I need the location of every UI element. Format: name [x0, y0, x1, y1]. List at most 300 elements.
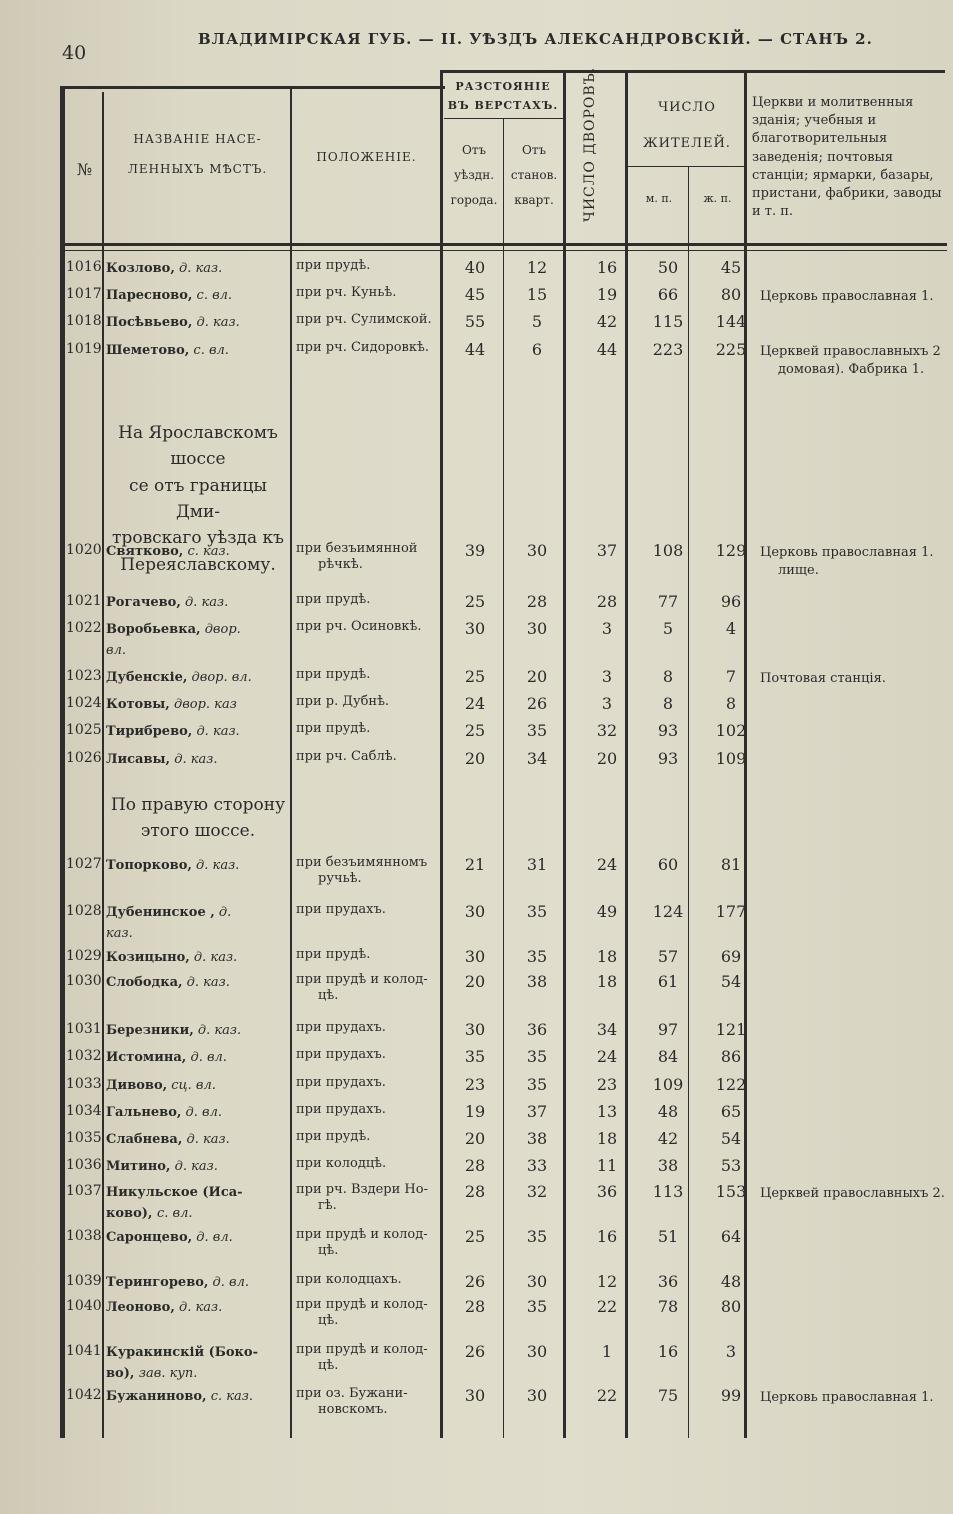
place-name-text: Никульское (Иса-	[106, 1185, 243, 1200]
place-name	[106, 1387, 253, 1408]
header-name-line: ЛЕННЫХЪ МѢСТЪ.	[127, 162, 268, 176]
place-name-text: Слободка,	[106, 975, 183, 990]
header-name-line: НАЗВАНІЕ НАСЕ-	[133, 132, 262, 146]
position-cell	[296, 1075, 386, 1091]
male-count: 84	[657, 1047, 679, 1066]
distance-from-quarters: 30	[526, 619, 548, 638]
place-name	[106, 1021, 241, 1042]
place-name-text: Митино,	[106, 1159, 171, 1174]
male-count: 223	[652, 340, 684, 359]
distance-from-town: 45	[464, 285, 486, 304]
place-type: двор. вл.	[187, 670, 252, 685]
row-number: 1021	[66, 593, 102, 609]
female-count: 54	[720, 1129, 742, 1148]
place-name-text: Леоново,	[106, 1300, 175, 1315]
position-line: при рч. Куньѣ.	[296, 285, 397, 300]
place-type: д. каз.	[174, 1300, 223, 1315]
header-distance-line: ВЪ ВЕРСТАХЪ.	[447, 98, 559, 112]
female-count: 121	[715, 1020, 747, 1039]
column-divider	[102, 92, 104, 1438]
row-number: 1032	[66, 1048, 102, 1064]
place-name-text: Гальнево,	[106, 1105, 182, 1120]
place-name-text: Истомина,	[106, 1050, 187, 1065]
place-name-text: Козлово,	[106, 261, 175, 276]
row-number: 1028	[66, 903, 102, 919]
place-name	[106, 973, 230, 994]
distance-from-quarters: 30	[526, 541, 548, 560]
notes-cell	[760, 343, 941, 378]
male-count: 78	[657, 1297, 679, 1316]
place-name	[106, 1157, 218, 1178]
distance-from-quarters: 5	[531, 312, 543, 331]
female-count: 99	[720, 1386, 742, 1405]
male-count: 36	[657, 1272, 679, 1291]
place-name	[106, 1103, 222, 1124]
male-count: 42	[657, 1129, 679, 1148]
position-line: цѣ.	[318, 1243, 339, 1259]
position-cell	[296, 1297, 428, 1330]
table-border-left	[60, 88, 65, 1438]
position-line: при прудѣ.	[296, 1129, 371, 1144]
place-name	[106, 341, 229, 362]
place-name	[106, 259, 222, 280]
households-count: 44	[596, 340, 618, 359]
place-name-text: во),	[106, 1365, 139, 1381]
header-male: м. п.	[645, 192, 673, 205]
position-cell	[296, 1102, 386, 1118]
row-number: 1034	[66, 1103, 102, 1119]
notes-line: Церквей православныхъ 2	[760, 344, 941, 359]
male-count: 124	[652, 902, 684, 921]
place-name	[106, 313, 240, 334]
place-name-text: Дубенинское ,	[106, 905, 215, 920]
row-number: 1023	[66, 668, 102, 684]
place-type: двор.	[200, 622, 241, 637]
households-count: 23	[596, 1075, 618, 1094]
table-top-rule	[440, 70, 945, 73]
place-type: д. вл.	[192, 1230, 233, 1245]
position-cell	[296, 1020, 386, 1036]
place-name	[106, 1048, 227, 1069]
female-count: 81	[720, 855, 742, 874]
place-name	[106, 948, 237, 969]
distance-from-town: 20	[464, 749, 486, 768]
position-line: при прудахъ.	[296, 1075, 386, 1090]
distance-from-town: 55	[464, 312, 486, 331]
households-count: 18	[596, 947, 618, 966]
place-name-text: Дубенскіе,	[106, 670, 188, 685]
place-type: д. вл.	[181, 1105, 223, 1120]
male-count: 51	[657, 1227, 679, 1246]
position-line: при оз. Бужани-	[296, 1386, 408, 1401]
households-count: 42	[596, 312, 618, 331]
place-name	[106, 1273, 249, 1294]
place-name	[106, 1076, 216, 1097]
position-line: при прудѣ и колод-	[296, 1227, 428, 1242]
place-type: д. вл.	[186, 1050, 227, 1065]
female-count: 65	[720, 1102, 742, 1121]
female-count: 80	[720, 285, 742, 304]
position-cell	[296, 694, 389, 710]
place-name-text: Слабнева,	[106, 1132, 183, 1147]
distance-from-town: 39	[464, 541, 486, 560]
place-type: д. каз.	[180, 595, 229, 610]
position-line: при рч. Вздери Но-	[296, 1182, 428, 1197]
row-number: 1019	[66, 341, 102, 357]
female-count: 80	[720, 1297, 742, 1316]
place-name-text: Посѣвьево,	[106, 315, 193, 330]
section-title-line: этого шоссе.	[140, 821, 256, 842]
place-type: д. каз.	[174, 261, 223, 276]
distance-from-quarters: 36	[526, 1020, 548, 1039]
section-title-line: На Ярославскомъ шоссе	[118, 423, 278, 470]
position-line: при прудѣ и колод-	[296, 1297, 428, 1312]
distance-from-quarters: 35	[526, 1075, 548, 1094]
position-cell	[296, 619, 421, 635]
place-type: с. вл.	[189, 343, 229, 358]
place-type: с. каз.	[206, 1389, 253, 1404]
position-line: при безъимянной	[296, 541, 418, 556]
female-count: 177	[715, 902, 747, 921]
position-line: при прудахъ.	[296, 1047, 386, 1062]
female-count: 4	[725, 619, 737, 638]
place-name-text: Березники,	[106, 1023, 194, 1038]
column-divider	[503, 118, 504, 1438]
place-type: вл.	[106, 642, 126, 658]
position-line: при прудѣ.	[296, 667, 371, 682]
place-name-text: Саронцево,	[106, 1230, 193, 1245]
male-count: 57	[657, 947, 679, 966]
female-count: 96	[720, 592, 742, 611]
households-count: 16	[596, 1227, 618, 1246]
place-name	[106, 286, 232, 307]
households-count: 18	[596, 972, 618, 991]
distance-from-quarters: 33	[526, 1156, 548, 1175]
place-name	[106, 593, 228, 614]
male-count: 38	[657, 1156, 679, 1175]
households-count: 3	[601, 694, 613, 713]
distance-from-town: 28	[464, 1182, 486, 1201]
place-name-text: Козицыно,	[106, 950, 190, 965]
male-count: 61	[657, 972, 679, 991]
distance-from-town: 25	[464, 592, 486, 611]
row-number: 1036	[66, 1157, 102, 1173]
place-type: зав. куп.	[138, 1365, 198, 1381]
households-count: 32	[596, 721, 618, 740]
position-line: при прудѣ и колод-	[296, 972, 428, 987]
place-name-text: Тирибрево,	[106, 724, 193, 739]
distance-from-quarters: 35	[526, 1047, 548, 1066]
header-from-quarters-line: станов.	[510, 168, 558, 183]
distance-from-quarters: 35	[526, 721, 548, 740]
distance-from-quarters: 35	[526, 1297, 548, 1316]
row-number: 1040	[66, 1298, 102, 1314]
position-line: при прудѣ.	[296, 592, 371, 607]
position-cell	[296, 902, 386, 918]
row-number: 1035	[66, 1130, 102, 1146]
households-count: 13	[596, 1102, 618, 1121]
position-line: при рч. Саблѣ.	[296, 749, 397, 764]
distance-from-town: 25	[464, 721, 486, 740]
position-cell	[296, 285, 396, 301]
section-title-line: се отъ границы Дми-	[129, 475, 267, 523]
notes-line: Церквей православныхъ 2.	[760, 1186, 945, 1201]
header-rule	[444, 118, 564, 119]
section-title-line: По правую сторону	[110, 795, 286, 815]
position-line: при рч. Сулимской.	[296, 312, 432, 327]
place-name	[106, 856, 239, 877]
row-number: 1039	[66, 1273, 102, 1289]
running-head: ВЛАДИМІРСКАЯ ГУБ. — II. УѢЗДЪ АЛЕКСАНДРОВСКІЙ. — СТАНЪ 2.	[198, 30, 873, 48]
position-cell	[296, 1272, 402, 1288]
male-count: 108	[652, 541, 684, 560]
place-type: сц. вл.	[167, 1078, 216, 1093]
distance-from-town: 30	[464, 947, 486, 966]
households-count: 11	[596, 1156, 618, 1175]
position-line: при рч. Сидоровкѣ.	[296, 340, 429, 355]
position-cell	[296, 855, 427, 888]
place-type: д.	[214, 905, 232, 920]
position-line: при колодцѣ.	[296, 1156, 387, 1171]
row-number: 1031	[66, 1021, 102, 1037]
place-name-text: ково),	[106, 1205, 157, 1221]
position-line: при прудахъ.	[296, 1020, 386, 1035]
position-line: при прудѣ.	[296, 258, 371, 273]
households-count: 16	[596, 258, 618, 277]
male-count: 113	[652, 1182, 684, 1201]
notes-line: Почтовая станція.	[760, 671, 886, 686]
households-count: 22	[596, 1386, 618, 1405]
position-line: цѣ.	[318, 988, 339, 1004]
header-from-quarters-line: кварт.	[514, 193, 554, 208]
row-number: 1033	[66, 1076, 102, 1092]
position-line: гѣ.	[318, 1198, 337, 1214]
households-count: 34	[596, 1020, 618, 1039]
place-name	[106, 542, 230, 563]
column-divider	[440, 72, 443, 1438]
place-name-text: Бужаниново,	[106, 1389, 207, 1404]
female-count: 53	[720, 1156, 742, 1175]
position-cell	[296, 1129, 370, 1145]
female-count: 102	[715, 721, 747, 740]
female-count: 225	[715, 340, 747, 359]
distance-from-town: 19	[464, 1102, 486, 1121]
place-name	[106, 1130, 230, 1151]
place-name-text: Дивово,	[106, 1078, 168, 1093]
section-title-line: Переяславскому.	[120, 554, 276, 575]
male-count: 8	[662, 694, 674, 713]
households-count: 49	[596, 902, 618, 921]
place-type: д. каз.	[182, 1132, 230, 1147]
distance-from-quarters: 28	[526, 592, 548, 611]
page-number: 40	[62, 42, 87, 64]
header-from-quarters	[505, 138, 563, 214]
header-rule	[628, 166, 745, 167]
header-bottom-rule-2	[62, 250, 947, 251]
position-cell	[296, 1047, 386, 1063]
female-count: 64	[720, 1227, 742, 1246]
distance-from-quarters: 30	[526, 1386, 548, 1405]
households-count: 22	[596, 1297, 618, 1316]
female-count: 54	[720, 972, 742, 991]
place-name-text: Святково,	[106, 544, 184, 559]
households-count: 24	[596, 1047, 618, 1066]
male-count: 50	[657, 258, 679, 277]
header-inhabitants-line: ЧИСЛО	[658, 100, 716, 115]
position-line: ручьѣ.	[318, 871, 362, 887]
male-count: 5	[662, 619, 674, 638]
male-count: 75	[657, 1386, 679, 1405]
distance-from-town: 26	[464, 1272, 486, 1291]
male-count: 97	[657, 1020, 679, 1039]
position-line: при прудахъ.	[296, 1102, 386, 1117]
position-cell	[296, 1156, 386, 1172]
header-number: №	[76, 160, 94, 179]
distance-from-town: 44	[464, 340, 486, 359]
distance-from-quarters: 38	[526, 1129, 548, 1148]
households-count: 19	[596, 285, 618, 304]
place-name-text: Паресново,	[106, 288, 193, 303]
position-line: при прудахъ.	[296, 902, 386, 917]
position-line: цѣ.	[318, 1313, 339, 1329]
distance-from-town: 30	[464, 1386, 486, 1405]
header-from-town-line: уѣздн.	[453, 168, 495, 183]
notes-cell	[760, 544, 933, 579]
place-type: д. каз.	[170, 1159, 218, 1174]
row-number: 1041	[66, 1343, 102, 1359]
place-name	[106, 620, 241, 662]
position-line: при колодцахъ.	[296, 1272, 402, 1287]
distance-from-quarters: 31	[526, 855, 548, 874]
row-number: 1029	[66, 948, 102, 964]
notes-cell	[760, 288, 933, 306]
notes-cell	[760, 670, 886, 688]
position-cell	[296, 1227, 428, 1260]
male-count: 93	[657, 749, 679, 768]
notes-cell	[760, 1185, 945, 1203]
households-count: 36	[596, 1182, 618, 1201]
female-count: 48	[720, 1272, 742, 1291]
header-notes: Церкви и молитвенныя зданія; учебныя и благотворительныя заведенія; почтовыя станціи; ярмарки, базары, пристани, фабрики, заводы и т. п.	[752, 95, 942, 220]
female-count: 153	[715, 1182, 747, 1201]
header-female: ж. п.	[703, 192, 732, 205]
row-number: 1042	[66, 1387, 102, 1403]
households-count: 24	[596, 855, 618, 874]
notes-line: Церковь православная 1.	[760, 289, 934, 304]
female-count: 109	[715, 749, 747, 768]
header-from-town	[444, 138, 504, 214]
male-count: 16	[657, 1342, 679, 1361]
position-line: при прудѣ и колод-	[296, 1342, 428, 1357]
place-name	[106, 695, 237, 716]
position-cell	[296, 1342, 428, 1375]
distance-from-quarters: 32	[526, 1182, 548, 1201]
male-count: 93	[657, 721, 679, 740]
row-number: 1025	[66, 722, 102, 738]
position-cell	[296, 258, 370, 274]
female-count: 122	[715, 1075, 747, 1094]
female-count: 69	[720, 947, 742, 966]
distance-from-town: 25	[464, 667, 486, 686]
households-count: 1	[601, 1342, 613, 1361]
column-divider	[290, 86, 292, 1438]
place-name	[106, 1343, 258, 1385]
row-number: 1026	[66, 750, 102, 766]
distance-from-town: 30	[464, 902, 486, 921]
header-distance	[444, 78, 562, 115]
distance-from-quarters: 37	[526, 1102, 548, 1121]
place-name	[106, 722, 240, 743]
distance-from-quarters: 12	[526, 258, 548, 277]
position-cell	[296, 312, 432, 328]
female-count: 45	[720, 258, 742, 277]
distance-from-quarters: 35	[526, 1227, 548, 1246]
section-title-line: тровскаго уѣзда къ	[112, 528, 284, 549]
place-name	[106, 1183, 243, 1225]
place-name	[106, 1228, 233, 1249]
male-count: 60	[657, 855, 679, 874]
place-name	[106, 750, 217, 771]
position-cell	[296, 721, 370, 737]
position-line: новскомъ.	[318, 1402, 388, 1418]
male-count: 48	[657, 1102, 679, 1121]
distance-from-town: 25	[464, 1227, 486, 1246]
households-count: 3	[601, 667, 613, 686]
distance-from-town: 35	[464, 1047, 486, 1066]
female-count: 3	[725, 1342, 737, 1361]
position-cell	[296, 749, 397, 765]
households-count: 20	[596, 749, 618, 768]
place-name	[106, 1298, 222, 1319]
column-divider	[563, 72, 566, 1438]
header-distance-line: РАЗСТОЯНІЕ	[455, 80, 551, 93]
header-from-town-line: города.	[450, 193, 498, 208]
place-name-text: Куракинскій (Боко-	[106, 1345, 259, 1360]
row-number: 1038	[66, 1228, 102, 1244]
row-number: 1018	[66, 313, 102, 329]
position-cell	[296, 1386, 408, 1419]
female-count: 129	[715, 541, 747, 560]
place-type: д. каз.	[170, 752, 218, 767]
place-type: двор. каз	[169, 697, 237, 712]
distance-from-quarters: 35	[526, 902, 548, 921]
place-name-text: Шеметово,	[106, 343, 190, 358]
households-count: 12	[596, 1272, 618, 1291]
male-count: 115	[652, 312, 684, 331]
distance-from-quarters: 35	[526, 947, 548, 966]
position-line: при прудѣ.	[296, 947, 371, 962]
distance-from-town: 23	[464, 1075, 486, 1094]
place-name-text: Топорково,	[106, 858, 192, 873]
header-inhabitants-line: ЖИТЕЛЕЙ.	[643, 136, 731, 152]
distance-from-town: 28	[464, 1156, 486, 1175]
distance-from-town: 30	[464, 1020, 486, 1039]
row-number: 1016	[66, 259, 102, 275]
place-name-text: Котовы,	[106, 697, 170, 712]
position-cell	[296, 947, 370, 963]
distance-from-quarters: 34	[526, 749, 548, 768]
header-households: ЧИСЛО ДВОРОВЪ.	[582, 66, 598, 222]
place-name	[106, 903, 231, 945]
position-line: при рч. Осиновкѣ.	[296, 619, 422, 634]
table-top-rule	[60, 86, 445, 89]
place-type: с. вл.	[192, 288, 233, 303]
row-number: 1020	[66, 542, 102, 558]
households-count: 3	[601, 619, 613, 638]
header-inhabitants	[630, 90, 744, 163]
position-line: при безъимянномъ	[296, 855, 428, 870]
distance-from-town: 40	[464, 258, 486, 277]
